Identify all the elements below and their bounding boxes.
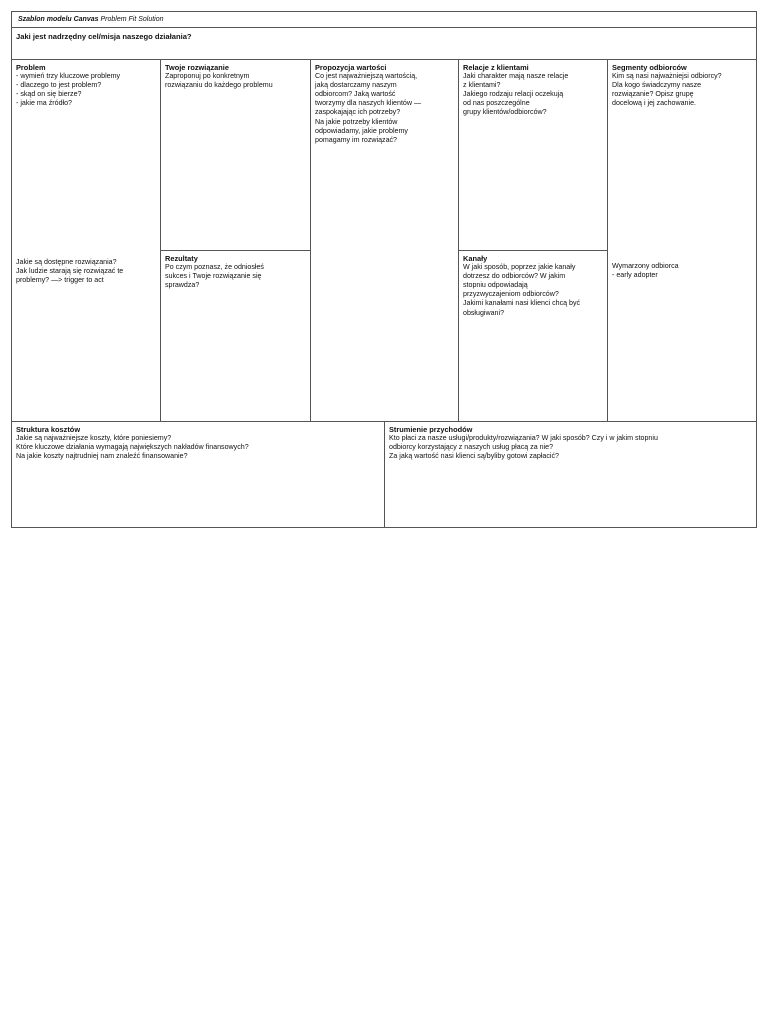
revenue-streams-title: Strumienie przychodów [389,425,473,434]
customer-relations-cell [459,60,607,250]
customer-segments-line: docelową i jej zachowanie. [612,99,696,108]
customer-relations-line: grupy klientów/odbiorców? [463,108,547,117]
customer-relations-line: od nas poszczególne [463,99,530,108]
revenue-streams-cell [385,422,756,527]
customer-segments-title: Segmenty odbiorców [612,63,687,72]
value-proposition-line: Co jest najważniejszą wartością, [315,72,418,81]
template-subtitle: Problem Fit Solution [100,16,164,23]
value-proposition-line: zaspokajając ich potrzeby? [315,108,401,117]
value-proposition-title: Propozycja wartości [315,63,387,72]
customer-segments-line: rozwiązanie? Opisz grupę [612,90,694,99]
solution-title: Twoje rozwiązanie [165,63,229,72]
problem-alternatives-line: Jak ludzie starają się rozwiązać te [16,267,124,276]
channels-line: Jakimi kanałami nasi klienci chcą być [463,299,581,308]
channels-line: dotrzesz do odbiorców? W jakim [463,272,566,281]
problem-alternatives-line: Jakie są dostępne rozwiązania? [16,258,117,266]
value-proposition-line: Na jakie potrzeby klientów [315,117,398,126]
problem-title: Problem [16,63,46,72]
customer-relations-line: Jakiego rodzaju relacji oczekują [463,90,564,99]
channels-line: W jaki sposób, poprzez jakie kanały [463,263,576,272]
channels-line: obsługiwani? [463,308,505,317]
results-line: sukces i Twoje rozwiązanie się [165,272,262,281]
channels-cell [459,251,607,421]
revenue-streams-line: Za jaką wartość nasi klienci są/byliby gotowi zapłacić? [389,452,559,461]
value-proposition-cell [311,60,458,421]
problem-line: - jakie ma źródło? [16,99,72,108]
channels-line: przyzwyczajeniom odbiorców? [463,290,559,299]
value-proposition-line: odpowiadamy, jakie problemy [315,126,408,135]
problem-line: - dlaczego to jest problem? [16,81,102,90]
mission-cell [12,28,756,59]
problem-line: - skąd on się bierze? [16,90,82,99]
business-model-canvas [11,11,757,528]
mission-question: Jaki jest nadrzędny cel/misja naszego działania? [16,32,192,41]
template-title-row [12,12,756,27]
results-line: sprawdza? [165,281,200,290]
revenue-streams-line: odbiorcy korzystający z naszych usług płacą za nie? [389,443,554,452]
revenue-streams-line: Kto płaci za nasze usługi/produkty/rozwiązania? W jaki sposób? Czy i w jakim stopniu [389,434,658,443]
customer-relations-title: Relacje z klientami [463,63,529,72]
cost-structure-cell [12,422,384,527]
customer-segments-line: Kim są nasi najważniejsi odbiorcy? [612,72,722,81]
customer-segments-line: Dla kogo świadczymy nasze [612,81,702,90]
cost-structure-line: Na jakie koszty najtrudniej nam znaleźć finansowanie? [16,452,188,461]
customer-segments-cell [608,60,756,250]
problem-line: - wymień trzy kluczowe problemy [16,72,121,81]
value-proposition-line: odbiorcom? Jaką wartość [315,90,396,99]
cost-structure-title: Struktura kosztów [16,425,81,434]
solution-cell [161,60,310,250]
results-cell [161,251,310,421]
value-proposition-line: pomagamy im rozwiązać? [315,135,398,144]
template-name: Szablon modelu Canvas [18,16,99,23]
customer-relations-line: Jaki charakter mają nasze relacje [463,72,569,81]
problem-alternatives-cell [12,255,160,315]
cost-structure-line: Które kluczowe działania wymagają największych nakładów finansowych? [16,443,249,452]
channels-title: Kanały [463,254,488,263]
early-adopter-line: - early adopter [612,271,658,280]
channels-line: stopniu odpowiadają [463,281,528,290]
problem-alternatives-line: problemy? —> trigger to act [16,276,104,285]
early-adopter-line: Wymarzony odbiorca [612,262,679,270]
customer-relations-line: z klientami? [463,81,501,90]
results-title: Rezultaty [165,254,198,263]
problem-cell [12,60,160,250]
results-line: Po czym poznasz, że odniosłeś [165,263,264,272]
value-proposition-line: tworzymy dla naszych klientów — [315,99,422,108]
early-adopter-cell [608,259,756,299]
solution-line: rozwiązaniu do każdego problemu [165,81,273,90]
solution-line: Zaproponuj po konkretnym [165,72,250,81]
cost-structure-line: Jakie są najważniejsze koszty, które poniesiemy? [16,434,172,443]
value-proposition-line: jaką dostarczamy naszym [315,81,397,90]
